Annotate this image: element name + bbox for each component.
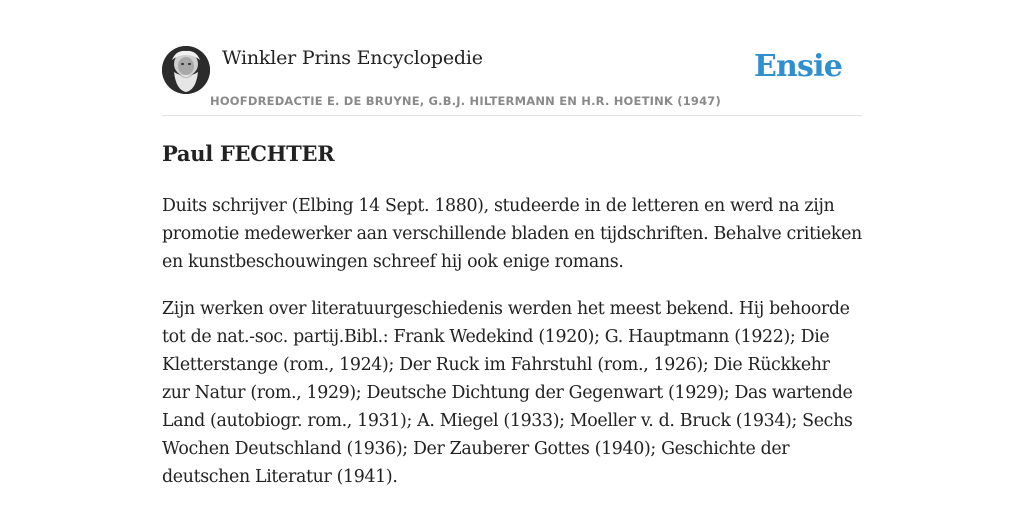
article-paragraph-2: Zijn werken over literatuurgeschiedenis werden het meest bekend. Hij behoorde tot de nat.-soc. partij.Bibl.: Frank Wedekind (1920); G. Hauptmann (1922); Die Kletterstange (rom., 1924); Der Ruck im Fahrstuhl (rom., 1926); Die Rückkehr zur Natur (rom., 1929); Deutsche Dichtung der Gegenwart (1929); Das wartende Land (autobiogr. rom., 1931); A. Miegel (1933); Moeller v. d. Bruck (1934); Sechs Wochen Deutschland (1936); Der Zauberer Gottes (1940); Geschichte der deutschen Literatur (1941).: [162, 299, 853, 487]
site-name: Winkler Prins Encyclopedie: [222, 47, 483, 69]
bearded-man-portrait-icon: [162, 46, 210, 94]
article-title: Paul FECHTER: [162, 141, 335, 166]
editors-line: HOOFDREDACTIE E. DE BRUYNE, G.B.J. HILTERMANN EN H.R. HOETINK (1947): [210, 94, 721, 108]
brand-logo-link[interactable]: Ensie: [753, 49, 842, 84]
site-header: [162, 40, 862, 116]
avatar: [162, 46, 210, 94]
article-paragraph-1: Duits schrijver (Elbing 14 Sept. 1880), studeerde in de letteren en werd na zijn promotie medewerker aan verschillende bladen en tijdschriften. Behalve critieken en kunstbeschouwingen schreef hij ook enige romans.: [162, 196, 862, 272]
